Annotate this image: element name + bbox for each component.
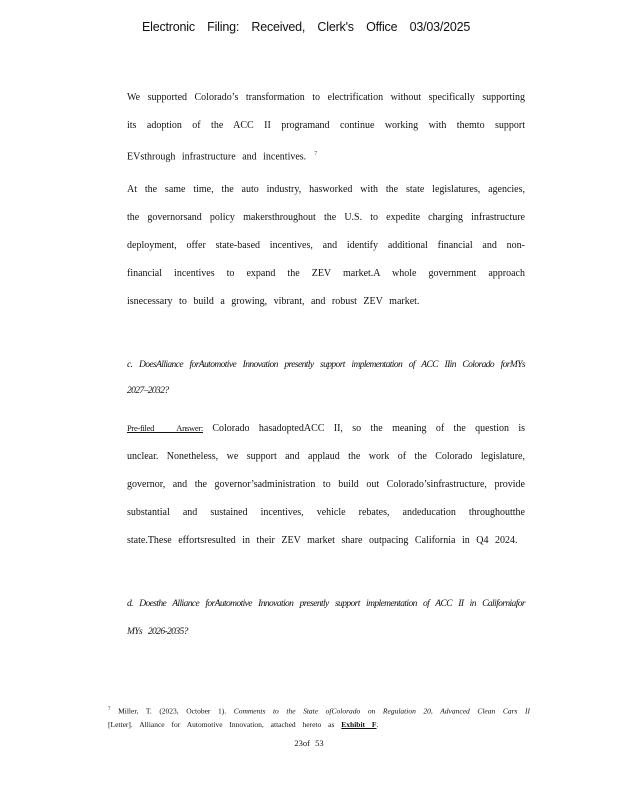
page-number: 23of 53 bbox=[294, 738, 324, 748]
question-d: d. Doesthe Alliance forAutomotive Innovation presently support implementation of ACC II in Californiafor MYs 2026-2035? bbox=[127, 599, 525, 637]
footnote-mark: 7 bbox=[108, 707, 111, 712]
footnote-author: Miller, T. (2023, October 1). bbox=[118, 706, 227, 716]
footnote-reference: 7 bbox=[314, 151, 318, 157]
answer-paragraph bbox=[127, 414, 525, 555]
footnote bbox=[108, 703, 530, 731]
footnote-end: . bbox=[376, 719, 379, 729]
question-c: c. DoesAlliance forAutomotive Innovation presently support implementation of ACC IIin Colorado forMYs 2027–2032? bbox=[127, 360, 525, 396]
exhibit-label: Exhibit F bbox=[341, 719, 377, 729]
paragraph-colorado-support bbox=[127, 84, 525, 171]
paragraph-text: We supported Colorado’s transformation to electrification without specifically supporting its adoption of the ACC II programand continue working with themto support EVsthrough infrastructure and incentives. bbox=[127, 92, 525, 163]
answer-text: Colorado hasadoptedACC II, so the meaning of the question is unclear. Nonetheless, we support and applaud the work of the Colorado legislature, governor, and the governor’sadministration to build out Colorado’sinfrastructure, provide substantial and sustained incentives, vehicle rebates, andeducation throughoutthe state.These effortsresulted in their ZEV market share outpacing California in Q4 2024. bbox=[127, 423, 526, 546]
footnote-rest: [Letter]. Alliance for Automotive Innovation, attached hereto as bbox=[108, 719, 335, 729]
filing-header: Electronic Filing: Received, Clerk's Office 03/03/2025 bbox=[142, 20, 471, 34]
prefiled-answer-label: Pre-filed Answer: bbox=[127, 423, 203, 433]
paragraph-industry-work: At the same time, the auto industry, hasworked with the state legislatures, agencies, the governorsand policy makersthroughout the U.S. to expedite charging infrastructure deployment, offer state-based incentives, and identify additional financial and non-financial incentives to expand the ZEV market.A whole government approach isnecessary to build a growing, vibrant, and robust ZEV market. bbox=[127, 184, 525, 307]
footnote-title: Comments to the State ofColorado on Regulation 20, Advanced Clean Cars II bbox=[233, 706, 530, 716]
